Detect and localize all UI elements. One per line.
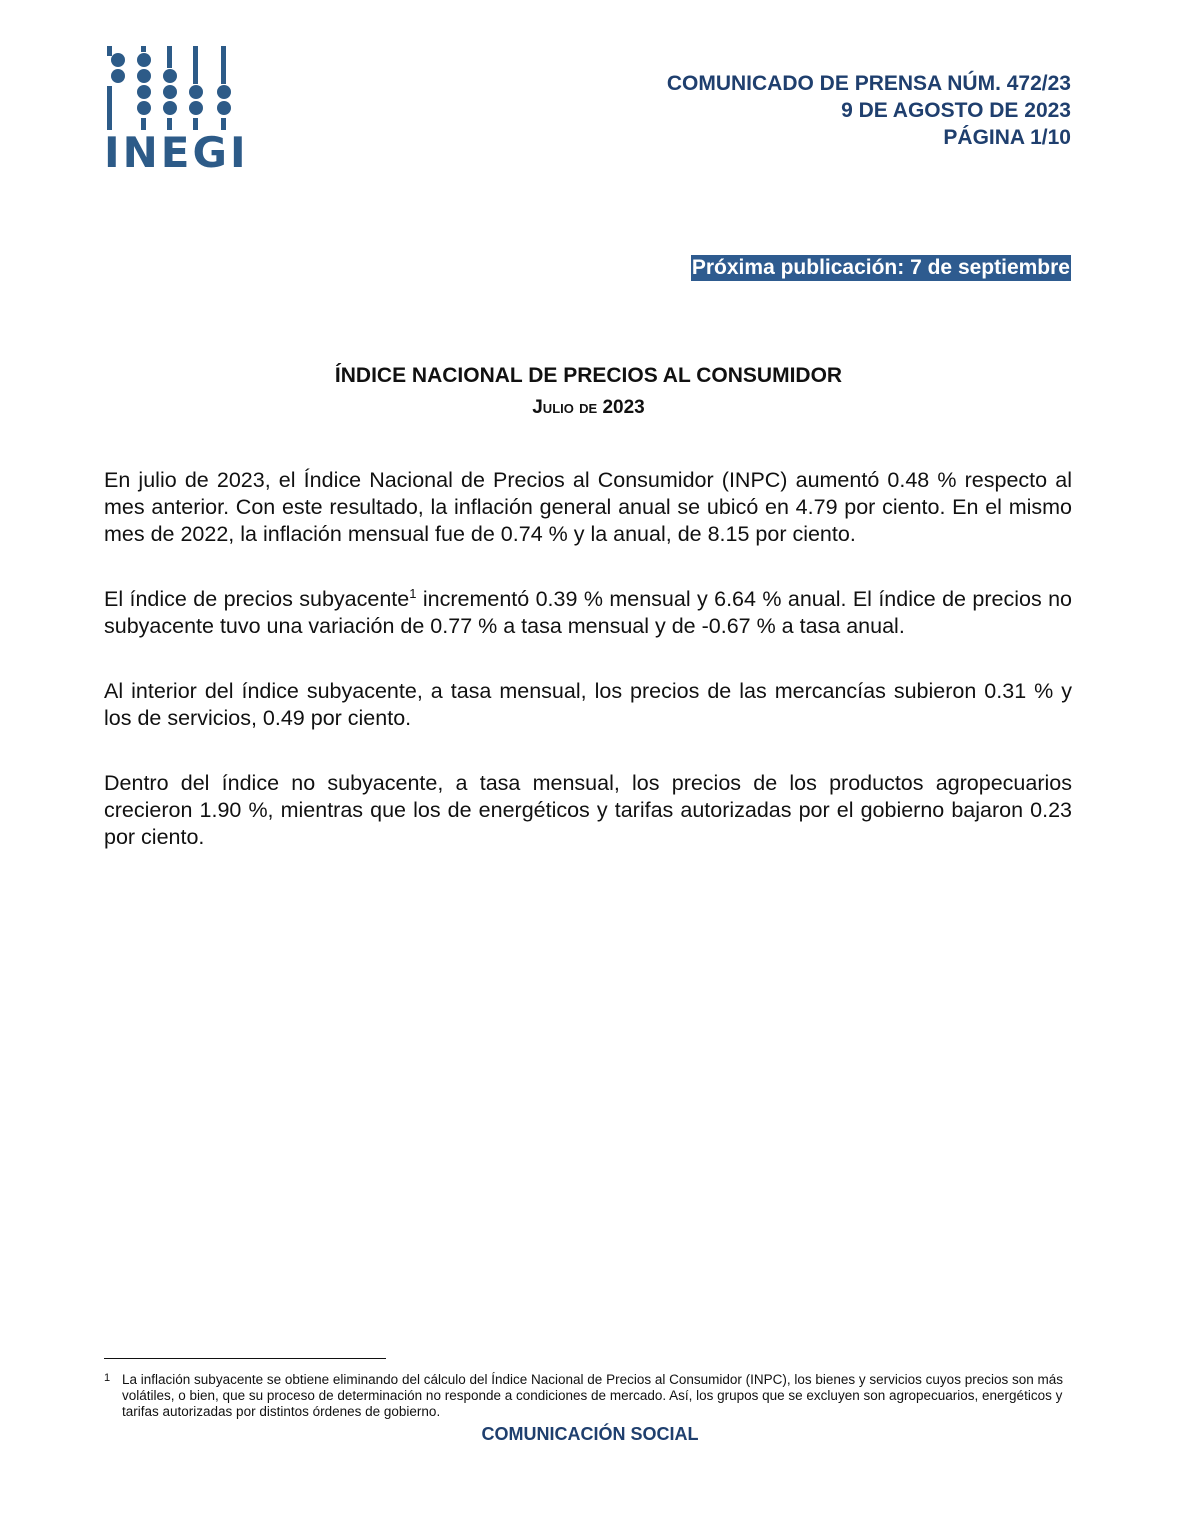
inegi-logo-dots-icon [104,44,232,136]
paragraph-4: Dentro del índice no subyacente, a tasa mensual, los precios de los productos agropecuarios crecieron 1.90 %, mientras que los de energéticos y tarifas autorizadas por el gobierno bajaron 0.23 por ciento. [104,771,1072,849]
paragraph-2-end: incrementó 0.39 % mensual y 6.64 % anual. El índice de precios no subyacente tuvo una variación de 0.77 % a tasa mensual y de -0.67 % a tasa anual. [104,587,1073,638]
footnote [104,1372,1078,1420]
footnote-reference[interactable]: 1 [409,586,417,601]
inegi-logo [104,44,249,177]
press-release-number: COMUNICADO DE PRENSA NÚM. 472/23 [666,72,1071,95]
page-number: PÁGINA 1/10 [943,126,1071,149]
footnote-divider [104,1358,386,1359]
paragraph-2 [104,586,1072,640]
press-release-date: 9 DE AGOSTO DE 2023 [841,99,1071,122]
footnote-mark: 1 [104,1372,111,1384]
press-release-header [667,70,1071,151]
paragraph-1: En julio de 2023, el Índice Nacional de Precios al Consumidor (INPC) aumentó 0.48 % respecto al mes anterior. Con este resultado, la inflación general anual se ubicó en 4.79 por ciento. En el mismo mes de 2022, la inflación mensual fue de 0.74 % y la anual, de 8.15 por ciento. [104,468,1072,546]
document-title: ÍNDICE NACIONAL DE PRECIOS AL CONSUMIDOR [334,364,843,387]
paragraph-3: Al interior del índice subyacente, a tasa mensual, los precios de las mercancías subieron 0.31 % y los de servicios, 0.49 por ciento. [104,679,1072,730]
document-body [104,467,1072,889]
footnote-text: La inflación subyacente se obtiene eliminando del cálculo del Índice Nacional de Precios al Consumidor (INPC), los bienes y servicios cuyos precios son más volátiles, o bien, que su proceso de determinación no responde a condiciones de mercado. Así, los grupos que se excluyen son agropecuarios, energéticos y tarifas autorizadas por distintos órdenes de gobierno. [122,1372,1063,1419]
paragraph-2-start: El índice de precios subyacente [104,587,410,611]
document-subtitle: Julio de 2023 [532,397,645,418]
inegi-wordmark: INEGI [104,128,249,177]
page-footer: COMUNICACIÓN SOCIAL [481,1424,699,1444]
next-publication-badge: Próxima publicación: 7 de septiembre [691,256,1070,279]
